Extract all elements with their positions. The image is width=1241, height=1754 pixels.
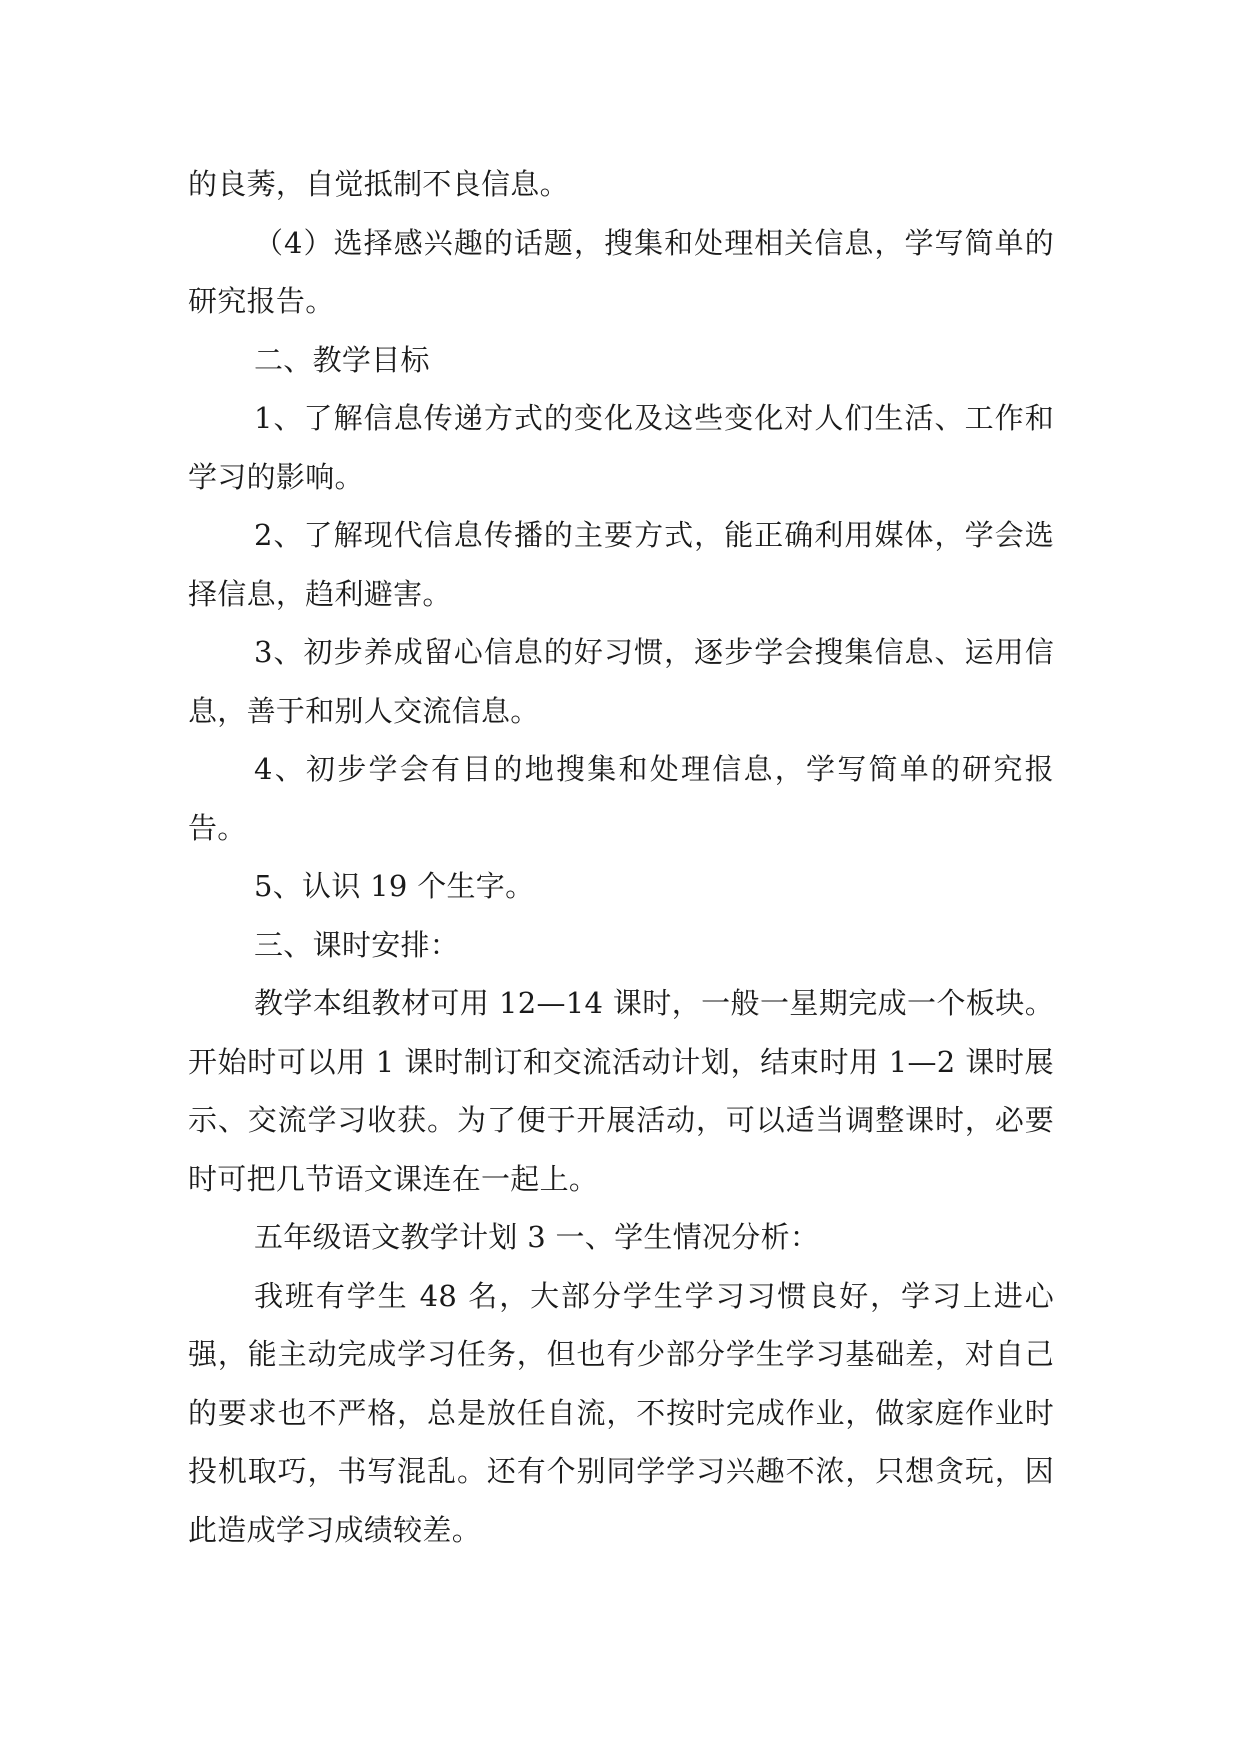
document-body <box>188 155 1054 1559</box>
goal-item-5: 5、认识 19 个生字。 <box>254 869 535 903</box>
plan-3-heading: 五年级语文教学计划 3 一、学生情况分析： <box>254 1220 820 1254</box>
goal-item-4: 4、初步学会有目的地搜集和处理信息，学写简单的研究报告。 <box>188 752 1054 845</box>
section-heading-teaching-goals: 二、教学目标 <box>254 342 430 377</box>
goal-item-1: 1、了解信息传递方式的变化及这些变化对人们生活、工作和学习的影响。 <box>188 401 1054 494</box>
student-analysis-paragraph: 我班有学生 48 名，大部分学生学习习惯良好，学习上进心强，能主动完成学习任务，但也有少部分学生学习基础差，对自己的要求也不严格，总是放任自流，不按时完成作业，做家庭作业时投机取巧，书写混乱。还有个别同学学习兴趣不浓，只想贪玩，因此造成学习成绩较差。 <box>188 1278 1054 1547</box>
section-heading-schedule: 三、课时安排： <box>254 927 460 962</box>
paragraph-continuation: 的良莠，自觉抵制不良信息。 <box>188 167 569 201</box>
goal-item-3: 3、初步养成留心信息的好习惯，逐步学会搜集信息、运用信息，善于和别人交流信息。 <box>188 635 1054 728</box>
goal-item-2: 2、了解现代信息传播的主要方式，能正确利用媒体，学会选择信息，趋利避害。 <box>188 518 1054 611</box>
schedule-paragraph: 教学本组教材可用 12—14 课时，一般一星期完成一个板块。开始时可以用 1 课时制订和交流活动计划，结束时用 1—2 课时展示、交流学习收获。为了便于开展活动，可以适当调整课时，必要时可把几节语文课连在一起上。 <box>188 986 1054 1196</box>
paragraph-item-4: （4）选择感兴趣的话题，搜集和处理相关信息，学写简单的研究报告。 <box>188 225 1054 318</box>
